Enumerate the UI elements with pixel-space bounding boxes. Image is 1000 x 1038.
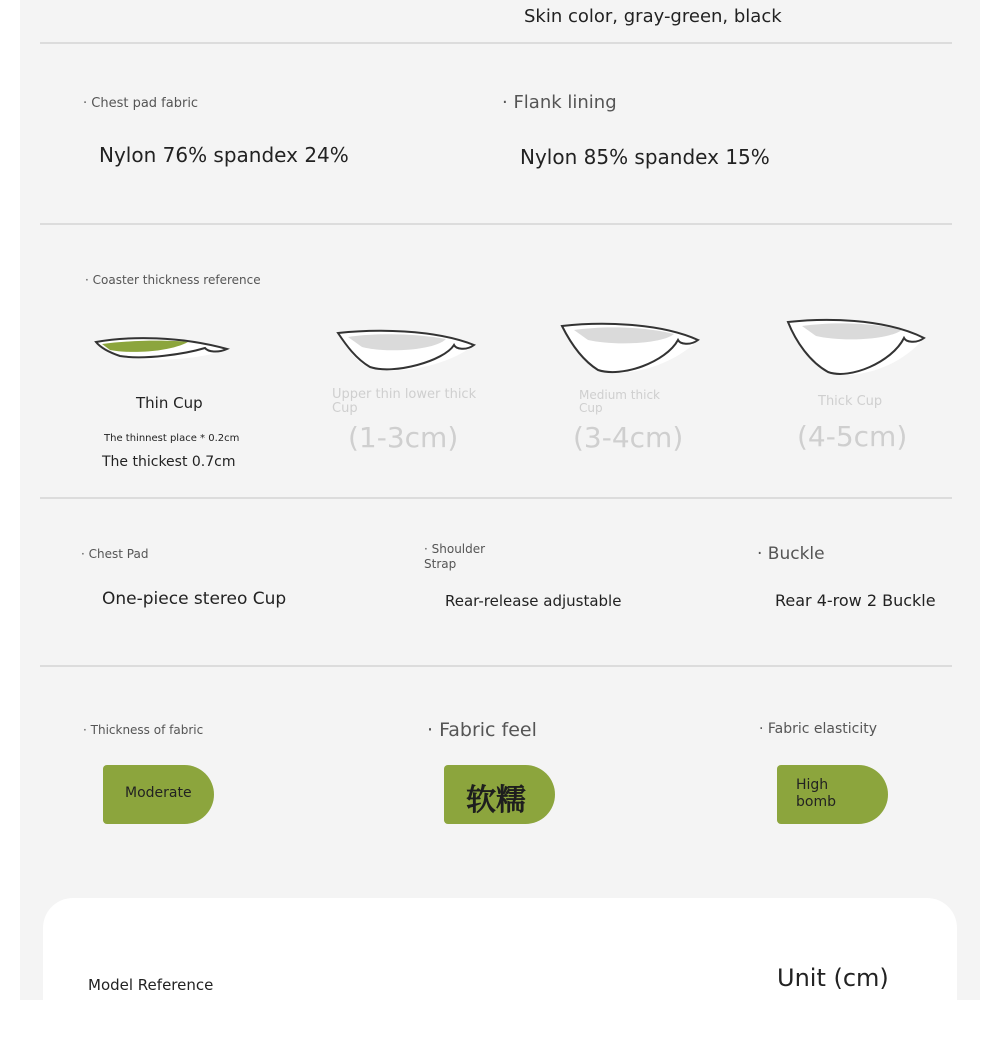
fabric-elasticity-badge	[777, 765, 888, 824]
coaster-thickness-label: · Coaster thickness reference	[85, 273, 261, 287]
upper-thin-cup-icon	[334, 325, 479, 377]
buckle-value: Rear 4-row 2 Buckle	[775, 591, 936, 610]
chest-pad-value: One-piece stereo Cup	[102, 589, 287, 609]
medium-thick-cup-icon	[558, 318, 703, 378]
model-reference-label: Model Reference	[88, 976, 214, 994]
flank-lining-value: Nylon 85% spandex 15%	[520, 145, 770, 169]
cup-name: Upper thin lower thick Cup	[332, 387, 477, 416]
fabric-thickness-value: Moderate	[125, 785, 192, 801]
cup-name: Thin Cup	[136, 394, 203, 412]
shoulder-strap-value: Rear-release adjustable	[445, 592, 622, 610]
fabric-feel-badge	[444, 765, 555, 824]
cup-detail-small: The thinnest place * 0.2cm	[104, 433, 240, 444]
shoulder-strap-label: · Shoulder Strap	[424, 542, 486, 571]
divider	[40, 42, 952, 44]
buckle-label: · Buckle	[757, 544, 825, 564]
divider	[40, 223, 952, 225]
divider	[40, 665, 952, 667]
unit-label: Unit (cm)	[777, 964, 889, 992]
color-options-value: Skin color, gray-green, black	[524, 6, 782, 27]
thick-cup-icon	[784, 316, 929, 380]
fabric-feel-value: 软糯	[466, 783, 526, 818]
chest-pad-label: · Chest Pad	[81, 547, 149, 561]
cup-detail-large: The thickest 0.7cm	[102, 454, 236, 470]
flank-lining-label: · Flank lining	[502, 92, 617, 113]
chest-pad-fabric-value: Nylon 76% spandex 24%	[99, 143, 349, 167]
cup-range: (1-3cm)	[348, 421, 459, 454]
fabric-thickness-label: · Thickness of fabric	[83, 723, 204, 737]
thin-cup-icon	[90, 330, 235, 370]
cup-range: (4-5cm)	[797, 420, 908, 453]
cup-name: Medium thick Cup	[579, 388, 660, 415]
fabric-thickness-badge	[103, 765, 214, 824]
fabric-elasticity-value: High bomb	[796, 777, 836, 810]
cup-name: Thick Cup	[818, 394, 883, 409]
fabric-elasticity-label: · Fabric elasticity	[759, 721, 878, 737]
cup-range: (3-4cm)	[573, 421, 684, 454]
divider	[40, 497, 952, 499]
fabric-feel-label: · Fabric feel	[427, 719, 537, 741]
chest-pad-fabric-label: · Chest pad fabric	[83, 96, 199, 111]
